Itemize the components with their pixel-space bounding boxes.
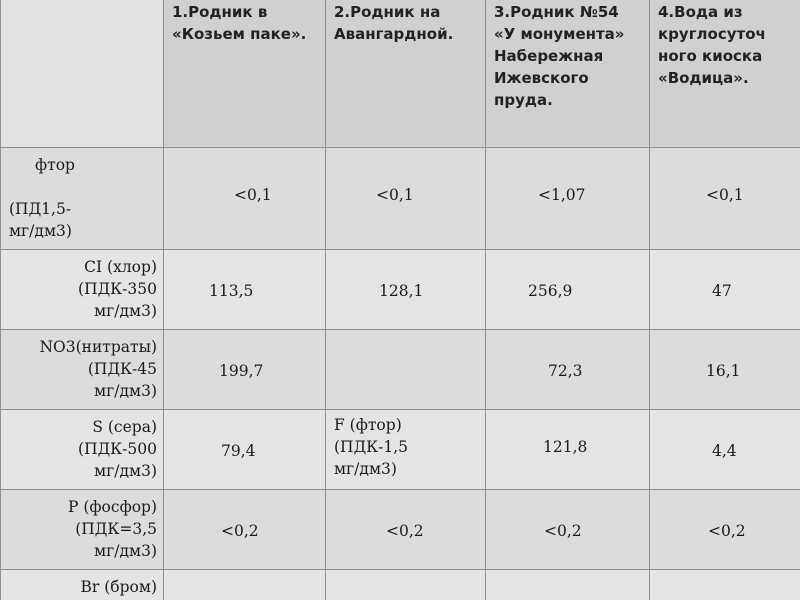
value-cell: <0,1	[650, 148, 800, 250]
row-label: Br (бром)	[80, 578, 157, 596]
value-cell: 128,1	[326, 250, 486, 330]
row-label: S (сера) (ПДК-500 мг/дм3)	[78, 418, 157, 480]
row-label-cell	[1, 250, 164, 330]
value-cell: <0,1	[164, 148, 326, 250]
header-spring-avangardnaya: 2.Родник на Авангардной.	[326, 0, 486, 148]
value-cell: 16,1	[650, 330, 800, 410]
table-row-sulfur	[1, 410, 800, 490]
value-cell: 72,3	[486, 330, 650, 410]
value-cell: 121,8	[486, 410, 650, 490]
table-row-nitrates	[1, 330, 800, 410]
value-cell: 4,4	[650, 410, 800, 490]
value-cell: 256,9	[486, 250, 650, 330]
table-row-phosphorus	[1, 490, 800, 570]
header-kiosk-voditsa: 4.Вода из круглосуточ ного киоска «Водица».	[650, 0, 800, 148]
fluorine-note: F (фтор) (ПДК-1,5 мг/дм3)	[334, 416, 409, 478]
value-cell	[326, 570, 486, 600]
value-cell	[486, 570, 650, 600]
value-cell	[326, 330, 486, 410]
table-row-fluorine	[1, 148, 800, 250]
value-cell: <0,2	[164, 490, 326, 570]
value-cell: 47	[650, 250, 800, 330]
value-cell	[164, 570, 326, 600]
row-label: фтор (ПД1,5- мг/дм3)	[9, 156, 75, 240]
table-row-chlorine	[1, 250, 800, 330]
header-spring-54-monument: 3.Родник №54 «У монумента» Набережная Ижевского пруда.	[486, 0, 650, 148]
row-label-cell	[1, 490, 164, 570]
value-cell: 113,5	[164, 250, 326, 330]
value-cell: <0,2	[650, 490, 800, 570]
value-cell: 199,7	[164, 330, 326, 410]
header-row	[1, 0, 800, 148]
row-label: NO3(нитраты) (ПДК-45 мг/дм3)	[39, 338, 157, 400]
value-cell	[650, 570, 800, 600]
header-spring-kozy-park: 1.Родник в «Козьем паке».	[164, 0, 326, 148]
value-cell: <1,07	[486, 148, 650, 250]
value-cell: <0,2	[486, 490, 650, 570]
row-label-cell	[1, 410, 164, 490]
row-label: CI (хлор) (ПДК-350 мг/дм3)	[78, 258, 157, 320]
row-label-cell	[1, 148, 164, 250]
table-row-bromine	[1, 570, 800, 600]
value-cell: 79,4	[164, 410, 326, 490]
value-cell: <0,1	[326, 148, 486, 250]
value-cell-note	[326, 410, 486, 490]
row-label: P (фосфор) (ПДК=3,5 мг/дм3)	[68, 498, 157, 560]
value-cell: <0,2	[326, 490, 486, 570]
row-label-cell	[1, 570, 164, 600]
row-label-cell	[1, 330, 164, 410]
header-corner-cell	[1, 0, 164, 148]
